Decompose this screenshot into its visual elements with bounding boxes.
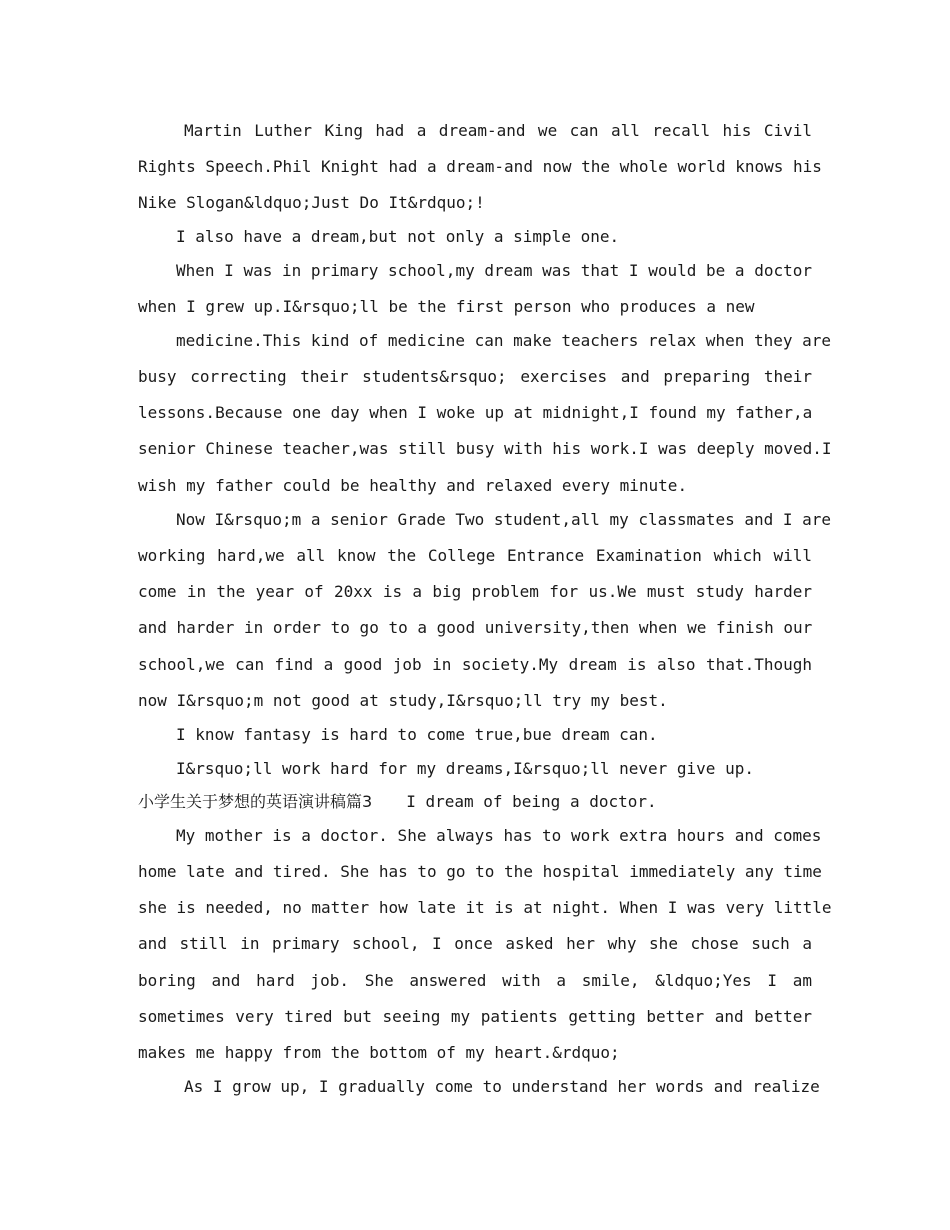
text-line: school,we can find a good job in society.My dream is also that.Though: [138, 655, 812, 674]
text-line: and harder in order to go to a good university,then when we finish our: [138, 618, 813, 637]
text-line: medicine.This kind of medicine can make teachers relax when they are: [176, 331, 832, 350]
text-line: wish my father could be healthy and relaxed every minute.: [138, 476, 688, 495]
section-heading-title: 小学生关于梦想的英语演讲稿篇3: [138, 792, 373, 811]
text-line: I&rsquo;ll work hard for my dreams,I&rsquo;ll never give up.: [176, 759, 754, 778]
text-line: makes me happy from the bottom of my heart.&rdquo;: [138, 1043, 620, 1062]
section-heading: [138, 790, 812, 814]
text-line: Martin Luther King had a dream-and we can all recall his Civil: [184, 121, 812, 140]
text-line: she is needed, no matter how late it is at night. When I was very little: [138, 898, 832, 917]
text-line: when I grew up.I&rsquo;ll be the first person who produces a new: [138, 297, 755, 316]
text-line: come in the year of 20xx is a big problem for us.We must study harder: [138, 582, 812, 601]
text-line: Nike Slogan&ldquo;Just Do It&rdquo;!: [138, 193, 485, 212]
text-line: My mother is a doctor. She always has to work extra hours and comes: [176, 826, 822, 845]
text-line: Now I&rsquo;m a senior Grade Two student,all my classmates and I are: [176, 510, 832, 529]
text-line: Rights Speech.Phil Knight had a dream-and now the whole world knows his: [138, 157, 822, 176]
text-line: I also have a dream,but not only a simple one.: [176, 227, 620, 246]
text-line: lessons.Because one day when I woke up at midnight,I found my father,a: [138, 403, 813, 422]
text-line: and still in primary school, I once asked her why she chose such a: [138, 934, 812, 953]
text-line: As I grow up, I gradually come to understand her words and realize: [184, 1077, 820, 1096]
text-line: sometimes very tired but seeing my patients getting better and better: [138, 1007, 812, 1026]
text-line: now I&rsquo;m not good at study,I&rsquo;ll try my best.: [138, 691, 668, 710]
text-line: I know fantasy is hard to come true,bue dream can.: [176, 725, 658, 744]
text-line: When I was in primary school,my dream was that I would be a doctor: [176, 261, 812, 280]
text-line: home late and tired. She has to go to the hospital immediately any time: [138, 862, 822, 881]
text-line: boring and hard job. She answered with a smile, &ldquo;Yes I am: [138, 971, 812, 990]
text-line: busy correcting their students&rsquo; exercises and preparing their: [138, 367, 812, 386]
section-heading-subtitle: I dream of being a doctor.: [406, 792, 657, 811]
text-line: senior Chinese teacher,was still busy with his work.I was deeply moved.I: [138, 439, 832, 458]
text-line: working hard,we all know the College Entrance Examination which will: [138, 546, 812, 565]
